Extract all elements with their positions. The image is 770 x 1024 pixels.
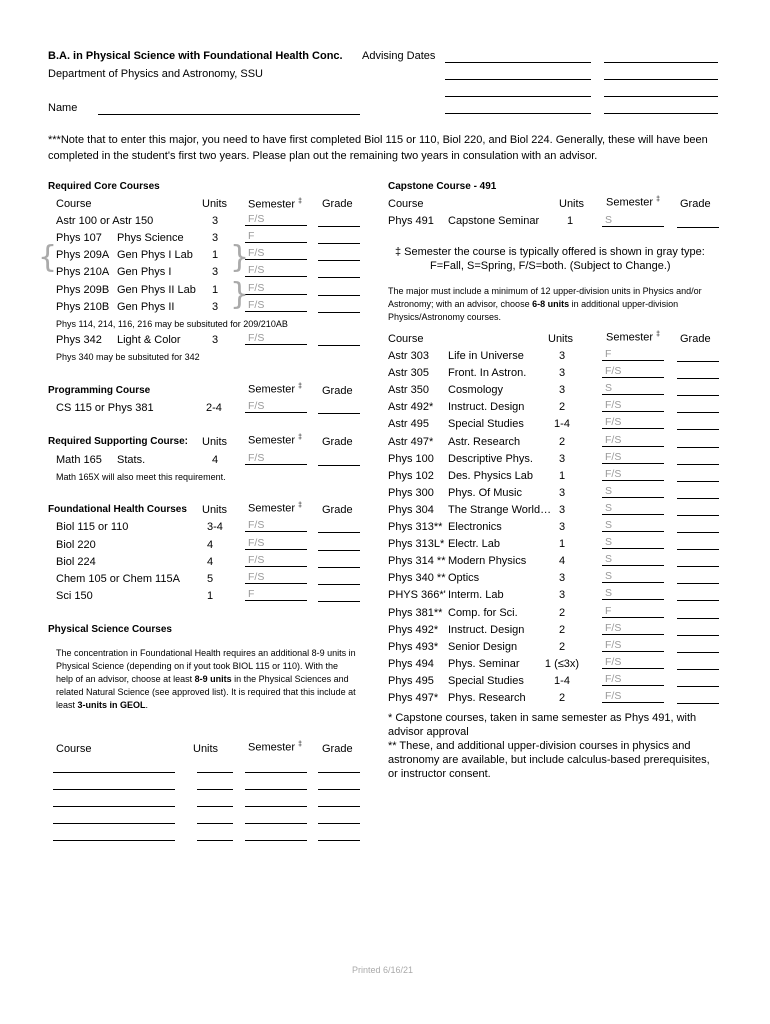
- col-units: Units: [548, 333, 574, 345]
- course-title: Senior Design: [448, 640, 518, 653]
- course-code: Phys 210B: [56, 301, 110, 313]
- capstone-course: Phys 491: [388, 215, 434, 227]
- col-grade: Grade: [322, 385, 353, 397]
- semester-field[interactable]: [245, 823, 307, 824]
- col-units: Units: [202, 504, 228, 516]
- grade-field[interactable]: [318, 823, 360, 824]
- grade-field[interactable]: [677, 429, 719, 430]
- units-field[interactable]: [197, 806, 233, 807]
- course-units: 3: [558, 384, 566, 397]
- brace-icon: }: [230, 277, 250, 312]
- capstone-units: 1: [567, 215, 574, 227]
- form-title: B.A. in Physical Science with Foundational Health Conc.: [48, 50, 343, 62]
- semester-field[interactable]: F/S: [602, 622, 664, 635]
- grade-field[interactable]: [677, 669, 719, 670]
- course-units: 3: [558, 350, 566, 362]
- course-title: The Strange World…: [448, 503, 552, 516]
- semester-field[interactable]: F/S: [602, 673, 664, 686]
- col-course: Course: [56, 743, 92, 755]
- semester-field[interactable]: F/S: [602, 468, 664, 481]
- course-field[interactable]: [53, 789, 175, 790]
- grade-field[interactable]: [677, 566, 719, 567]
- course-units: 3: [558, 452, 566, 465]
- semester-field[interactable]: S: [602, 502, 664, 515]
- course-code: Biol 220: [56, 539, 96, 551]
- semester-field[interactable]: F/S: [245, 554, 307, 567]
- semester-field[interactable]: F: [245, 230, 307, 243]
- course-units: 1: [212, 249, 219, 261]
- semester-field[interactable]: S: [602, 536, 664, 549]
- semester-field[interactable]: F: [245, 588, 307, 601]
- course-code: Chem 105 or Chem 115A: [56, 573, 180, 585]
- supporting-heading: Required Supporting Course:: [48, 436, 188, 447]
- course-units: 1: [558, 538, 566, 551]
- course-units: 1 (≤3x): [544, 657, 580, 670]
- course-title: Special Studies: [448, 674, 524, 687]
- course-code: Astr 305: [388, 367, 429, 380]
- units-field[interactable]: [197, 772, 233, 773]
- semester-field[interactable]: F/S: [602, 434, 664, 447]
- semester-field[interactable]: F/S: [602, 690, 664, 703]
- semester-field[interactable]: F/S: [245, 282, 307, 295]
- semester-field[interactable]: F/S: [245, 213, 307, 226]
- course-units: 4: [207, 539, 214, 551]
- semester-field[interactable]: F: [602, 605, 664, 618]
- grade-field[interactable]: [318, 413, 360, 414]
- supporting-note: Math 165X will also meet this requirement.: [56, 472, 226, 482]
- course-units: 3: [558, 486, 566, 499]
- course-field[interactable]: [53, 823, 175, 824]
- col-grade: Grade: [322, 504, 353, 516]
- course-code: Phys 304: [388, 503, 434, 516]
- col-units: Units: [559, 198, 585, 210]
- course-title: Cosmology: [448, 384, 504, 397]
- course-title: Optics: [448, 572, 480, 585]
- course-title: Gen Phys II: [117, 301, 175, 313]
- course-units: 3: [212, 266, 219, 278]
- semester-field[interactable]: S: [602, 519, 664, 532]
- department: Department of Physics and Astronomy, SSU: [48, 68, 263, 80]
- semester-field[interactable]: [245, 840, 307, 841]
- col-grade: Grade: [680, 198, 711, 210]
- course-units: 2: [558, 692, 566, 704]
- grade-field[interactable]: [677, 583, 719, 584]
- semester-field[interactable]: S: [602, 485, 664, 498]
- course-units: 1: [207, 590, 214, 602]
- units-field[interactable]: [197, 789, 233, 790]
- course-code: Astr 495: [388, 418, 429, 431]
- course-units: 4: [558, 555, 566, 568]
- course-title: Astr. Research: [448, 435, 521, 448]
- course-units: 2: [558, 640, 566, 653]
- course-code: Phys 381**: [388, 606, 443, 619]
- course-code: Phys 342: [56, 334, 102, 346]
- course-units: 1-4: [554, 418, 570, 431]
- col-units: Units: [193, 743, 219, 755]
- course-title: Gen Phys II Lab: [117, 284, 196, 296]
- programming-course: CS 115 or Phys 381: [56, 402, 154, 414]
- grade-field[interactable]: [318, 277, 360, 278]
- course-code: Phys 340 **: [388, 572, 446, 585]
- course-units: 3-4: [207, 521, 223, 533]
- supporting-title: Stats.: [117, 454, 146, 466]
- semester-field[interactable]: F/S: [602, 639, 664, 652]
- legend-line-2: F=Fall, S=Spring, F/S=both. (Subject to Change.): [430, 260, 671, 272]
- grade-field[interactable]: [677, 378, 719, 379]
- course-title: Light & Color: [117, 334, 181, 346]
- course-code: Phys 313L*: [388, 538, 445, 551]
- grade-field[interactable]: [318, 789, 360, 790]
- grade-field[interactable]: [677, 481, 719, 482]
- course-code: Astr 497*: [388, 435, 434, 448]
- grade-field[interactable]: [677, 532, 719, 533]
- course-code: Phys 210A: [56, 266, 110, 278]
- brace-icon: }: [230, 240, 250, 275]
- course-code: Astr 350: [388, 384, 429, 397]
- course-units: 3: [212, 215, 219, 227]
- footnote-capstone: * Capstone courses, taken in same semester as Phys 491, with advisor approval: [388, 712, 697, 738]
- semester-field[interactable]: F/S: [602, 451, 664, 464]
- grade-field[interactable]: [677, 395, 719, 396]
- course-code: Phys 497*: [388, 692, 439, 704]
- semester-field[interactable]: S: [602, 214, 664, 227]
- course-code: PHYS 366*': [388, 589, 446, 602]
- course-code: Sci 150: [56, 590, 93, 602]
- advising-date-field[interactable]: [604, 113, 718, 114]
- course-code: Phys 314 **: [388, 555, 446, 568]
- physsci-text: The concentration in Foundational Health requires an additional 8-9 units in Physical Science (depending on if yout took BIOL 115 or 110). With the help of an advisor, choose at least 8-9 units in the Physical Sciences and related Natural Science (see approved list). It is required that this include at least 3-units in GEOL.: [56, 648, 356, 710]
- advising-date-field[interactable]: [604, 79, 718, 80]
- col-units: Units: [202, 436, 228, 448]
- grade-field[interactable]: [318, 532, 360, 533]
- course-field[interactable]: [53, 840, 175, 841]
- course-title: Phys. Seminar: [448, 657, 520, 670]
- grade-field[interactable]: [677, 447, 719, 448]
- course-code: Biol 115 or 110: [56, 521, 129, 533]
- course-field[interactable]: [53, 772, 175, 773]
- course-title: Instruct. Design: [448, 401, 525, 414]
- course-code: Phys 495: [388, 674, 434, 687]
- course-units: 4: [207, 556, 214, 568]
- course-units: 2: [558, 401, 566, 414]
- course-title: Phys. Research: [448, 692, 526, 704]
- col-course: Course: [56, 198, 92, 210]
- grade-field[interactable]: [677, 549, 719, 550]
- grade-field[interactable]: [318, 550, 360, 551]
- grade-field[interactable]: [677, 412, 719, 413]
- semester-field[interactable]: F/S: [245, 452, 307, 465]
- course-units: 3: [212, 232, 219, 244]
- col-semester: Semester ‡: [606, 196, 661, 209]
- grade-field[interactable]: [318, 260, 360, 261]
- course-code: Astr 100 or Astr 150: [56, 215, 154, 227]
- course-units: 5: [207, 573, 214, 585]
- col-grade: Grade: [322, 436, 353, 448]
- units-field[interactable]: [197, 840, 233, 841]
- grade-field[interactable]: [677, 515, 719, 516]
- grade-field[interactable]: [318, 345, 360, 346]
- course-units: 3: [558, 572, 566, 585]
- col-semester: Semester ‡: [248, 198, 303, 211]
- course-title: Interm. Lab: [448, 589, 504, 602]
- course-units: 1: [212, 284, 219, 296]
- course-title: Electronics: [448, 521, 502, 533]
- semester-field[interactable]: [245, 806, 307, 807]
- col-grade: Grade: [322, 198, 353, 210]
- core-note-2: Phys 340 may be subsituted for 342: [56, 352, 200, 362]
- grade-field[interactable]: [318, 806, 360, 807]
- course-title: Des. Physics Lab: [448, 469, 533, 482]
- capstone-title: Capstone Seminar: [448, 215, 540, 227]
- capstone-heading: Capstone Course - 491: [388, 181, 497, 192]
- semester-field[interactable]: F/S: [245, 537, 307, 550]
- semester-field[interactable]: S: [602, 587, 664, 600]
- advising-date-field[interactable]: [604, 62, 718, 63]
- course-title: Life in Universe: [448, 350, 524, 362]
- semester-field[interactable]: S: [602, 570, 664, 583]
- col-course: Course: [388, 333, 424, 345]
- printed-date: Printed 6/16/21: [352, 965, 414, 975]
- semester-field[interactable]: F/S: [245, 299, 307, 312]
- grade-field[interactable]: [677, 498, 719, 499]
- col-semester: Semester ‡: [248, 502, 303, 515]
- course-units: 3: [558, 589, 566, 602]
- grade-field[interactable]: [677, 618, 719, 619]
- course-title: Special Studies: [448, 418, 524, 431]
- grade-field[interactable]: [318, 567, 360, 568]
- semester-field[interactable]: F/S: [602, 399, 664, 412]
- course-code: Phys 494: [388, 657, 434, 670]
- advising-label: Advising Dates: [362, 50, 436, 62]
- course-field[interactable]: [53, 806, 175, 807]
- name-label: Name: [48, 102, 78, 114]
- supporting-course: Math 165: [56, 454, 102, 466]
- semester-field[interactable]: F: [602, 348, 664, 361]
- course-title: Electr. Lab: [448, 538, 500, 551]
- col-grade: Grade: [680, 333, 711, 345]
- course-units: 3: [212, 334, 219, 346]
- col-course: Course: [388, 198, 424, 210]
- course-code: Phys 313**: [388, 521, 443, 533]
- grade-field[interactable]: [318, 601, 360, 602]
- course-title: Modern Physics: [448, 555, 527, 568]
- advising-date-field[interactable]: [445, 113, 591, 114]
- name-field[interactable]: [98, 114, 360, 115]
- course-units: 2: [558, 623, 566, 636]
- semester-field[interactable]: F/S: [245, 247, 307, 260]
- supporting-units: 4: [212, 454, 219, 466]
- course-code: Astr 492*: [388, 401, 434, 414]
- major-requirement: The major must include a minimum of 12 upper-division units in Physics and/or Astronomy; with an advisor, choose 6-8 units in additional upper-division Physics/Astronomy courses.: [388, 286, 702, 322]
- advising-date-field[interactable]: [445, 79, 591, 80]
- course-title: Phys Science: [117, 232, 184, 244]
- col-grade: Grade: [322, 743, 353, 755]
- grade-field[interactable]: [677, 361, 719, 362]
- advising-date-field[interactable]: [604, 96, 718, 97]
- grade-field[interactable]: [677, 600, 719, 601]
- grade-field[interactable]: [677, 686, 719, 687]
- grade-field[interactable]: [318, 772, 360, 773]
- col-semester: Semester ‡: [248, 383, 303, 396]
- course-title: Front. In Astron.: [448, 367, 527, 380]
- legend-line-1: ‡ Semester the course is typically offered is shown in gray type:: [395, 246, 705, 258]
- grade-field[interactable]: [677, 464, 719, 465]
- course-title: Gen Phys I Lab: [117, 249, 193, 261]
- grade-field[interactable]: [677, 652, 719, 653]
- course-units: 2: [558, 435, 566, 448]
- grade-field[interactable]: [677, 227, 719, 228]
- course-code: Biol 224: [56, 556, 96, 568]
- semester-field[interactable]: S: [602, 382, 664, 395]
- semester-field[interactable]: F/S: [245, 519, 307, 532]
- grade-field[interactable]: [318, 840, 360, 841]
- entry-note: ***Note that to enter this major, you need to have first completed Biol 115 or 110, Biol 220, and Biol 224. Generally, these will have been completed in the student's first two years. Please plan out the remaining two years in consulation with an advisor.: [48, 134, 708, 162]
- course-code: Phys 107: [56, 232, 102, 244]
- semester-field[interactable]: F/S: [602, 656, 664, 669]
- grade-field[interactable]: [318, 295, 360, 296]
- course-units: 3: [212, 301, 219, 313]
- course-units: 3: [558, 503, 566, 516]
- course-units: 3: [558, 521, 566, 533]
- course-units: 2: [558, 606, 566, 619]
- grade-field[interactable]: [318, 465, 360, 466]
- course-code: Phys 209A: [56, 249, 110, 261]
- semester-field[interactable]: S: [602, 553, 664, 566]
- physsci-heading: Physical Science Courses: [48, 624, 172, 635]
- course-units: 1-4: [554, 674, 570, 687]
- grade-field[interactable]: [318, 226, 360, 227]
- course-title: Gen Phys I: [117, 266, 172, 278]
- units-field[interactable]: [197, 823, 233, 824]
- semester-field[interactable]: F/S: [245, 332, 307, 345]
- course-code: Phys 209B: [56, 284, 110, 296]
- semester-field[interactable]: [245, 789, 307, 790]
- course-code: Astr 303: [388, 350, 429, 362]
- grade-field[interactable]: [318, 243, 360, 244]
- course-units: 3: [558, 367, 566, 380]
- footnote-upper: ** These, and additional upper-division courses in physics and astronomy are available, but include calculus-based prerequisites, or instructor consent.: [388, 740, 710, 780]
- semester-field[interactable]: F/S: [245, 571, 307, 584]
- course-title: Phys. Of Music: [448, 486, 522, 499]
- core-heading: Required Core Courses: [48, 181, 160, 192]
- advising-date-field[interactable]: [445, 96, 591, 97]
- semester-field[interactable]: F/S: [245, 400, 307, 413]
- core-note-1: Phys 114, 214, 116, 216 may be subsituted for 209/210AB: [56, 319, 288, 329]
- course-units: 1: [558, 469, 566, 482]
- advising-date-field[interactable]: [445, 62, 591, 63]
- semester-field[interactable]: F/S: [602, 416, 664, 429]
- grade-field[interactable]: [677, 703, 719, 704]
- grade-field[interactable]: [677, 635, 719, 636]
- course-code: Phys 100: [388, 452, 434, 465]
- course-title: Instruct. Design: [448, 623, 525, 636]
- course-code: Phys 493*: [388, 640, 439, 653]
- programming-units: 2-4: [206, 402, 222, 414]
- col-semester: Semester ‡: [606, 331, 661, 344]
- course-code: Phys 492*: [388, 623, 439, 636]
- course-title: Descriptive Phys.: [448, 452, 533, 465]
- health-heading: Foundational Health Courses: [48, 504, 187, 515]
- semester-field[interactable]: F/S: [245, 264, 307, 277]
- grade-field[interactable]: [318, 312, 360, 313]
- course-title: Comp. for Sci.: [448, 606, 518, 619]
- course-code: Phys 102: [388, 469, 434, 482]
- brace-icon: {: [38, 240, 58, 275]
- semester-field[interactable]: [245, 772, 307, 773]
- programming-heading: Programming Course: [48, 385, 151, 396]
- col-units: Units: [202, 198, 228, 210]
- semester-field[interactable]: F/S: [602, 365, 664, 378]
- course-code: Phys 300: [388, 486, 434, 499]
- grade-field[interactable]: [318, 584, 360, 585]
- col-semester: Semester ‡: [248, 434, 303, 447]
- col-semester: Semester ‡: [248, 741, 303, 754]
